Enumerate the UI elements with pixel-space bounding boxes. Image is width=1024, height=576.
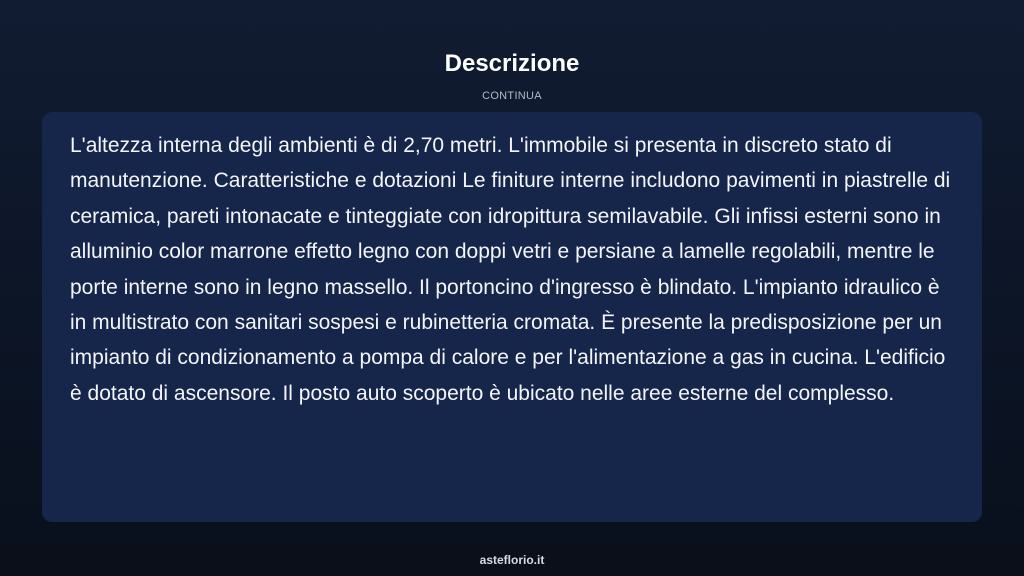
footer-brand-label: asteflorio.it [479,553,545,567]
description-card [42,112,982,522]
page-title: Descrizione [444,50,580,77]
continue-label: CONTINUA [482,90,542,102]
footer-bar [0,544,1024,576]
description-text: L'altezza interna degli ambienti è di 2,70 metri. L'immobile si presenta in discreto stato di manutenzione. Caratteristiche e dotazioni Le finiture interne includono pavimenti in piastrelle di ceramica, pareti intonacate e tinteggiate con idropittura semilavabile. Gli infissi esterni sono in alluminio color marrone effetto legno con doppi vetri e persiane a lamelle regolabili, mentre le porte interne sono in legno massello. Il portoncino d'ingresso è blindato. L'impianto idraulico è in multistrato con sanitari sospesi e rubinetteria cromata. È presente la predisposizione per un impianto di condizionamento a pompa di calore e per l'alimentazione a gas in cucina. L'edificio è dotato di ascensore. Il posto auto scoperto è ubicato nelle aree esterne del complesso. [70,134,951,405]
